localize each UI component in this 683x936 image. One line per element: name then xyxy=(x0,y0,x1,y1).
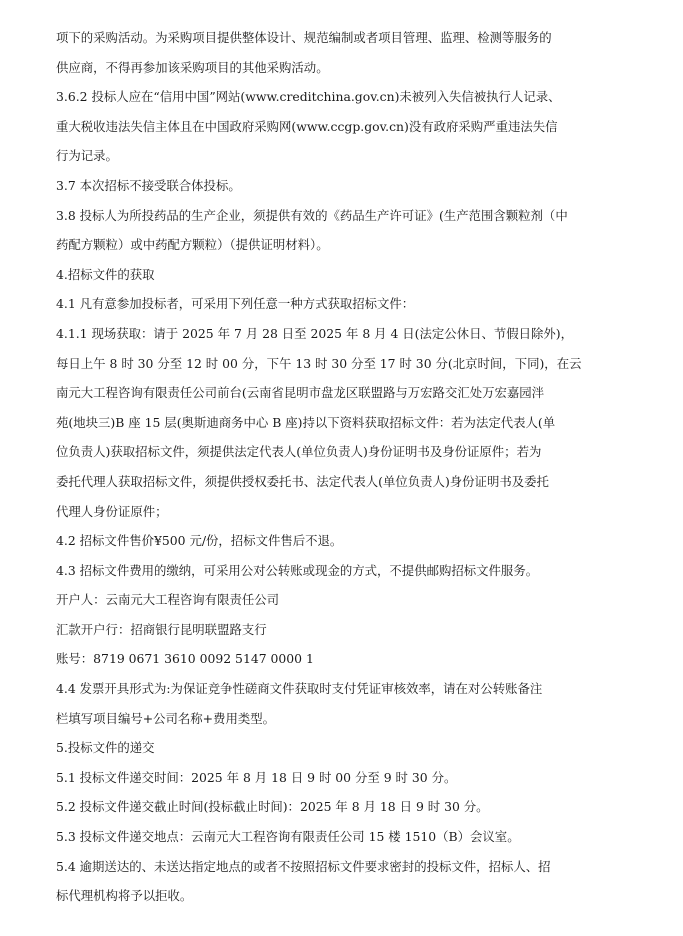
text-line: 行为记录。 xyxy=(56,148,118,164)
text-line: 5.3 投标文件递交地点：云南元大工程咨询有限责任公司 15 楼 1510（B）会议室。 xyxy=(56,829,520,845)
text-line: 3.6.2 投标人应在“信用中国”网站(www.creditchina.gov.cn)未被列入失信被执行人记录、 xyxy=(56,89,561,105)
text-line: 4.4 发票开具形式为:为保证竞争性磋商文件获取时支付凭证审核效率，请在对公转账备注 xyxy=(56,681,543,697)
text-line: 4.2 招标文件售价¥500 元/份，招标文件售后不退。 xyxy=(56,533,343,549)
text-line: 3.7 本次招标不接受联合体投标。 xyxy=(56,177,241,193)
text-line: 委托代理人获取招标文件，须提供授权委托书、法定代表人(单位负责人)身份证明书及委托 xyxy=(56,473,549,489)
text-line: 苑(地块三)B 座 15 层(奥斯迪商务中心 B 座)持以下资料获取招标文件：若为法定代表人(单 xyxy=(56,414,556,430)
text-line: 4.1.1 现场获取：请于 2025 年 7 月 28 日至 2025 年 8 月 4 日(法定公休日、节假日除外)， xyxy=(56,325,574,341)
text-line: 开户人：云南元大工程咨询有限责任公司 xyxy=(56,592,280,608)
text-line: 5.1 投标文件递交时间：2025 年 8 月 18 日 9 时 00 分至 9 时 30 分。 xyxy=(56,769,457,785)
text-line: 药配方颗粒）或中药配方颗粒）（提供证明材料）。 xyxy=(56,237,329,253)
text-line: 重大税收违法失信主体且在中国政府采购网(www.ccgp.gov.cn)没有政府采购严重违法失信 xyxy=(56,118,558,134)
text-line: 南元大工程咨询有限责任公司前台(云南省昆明市盘龙区联盟路与万宏路交汇处万宏嘉园泮 xyxy=(56,385,545,401)
text-line: 每日上午 8 时 30 分至 12 时 00 分，下午 13 时 30 分至 17 时 30 分(北京时间，下同)，在云 xyxy=(56,355,582,371)
section-heading: 4.招标文件的获取 xyxy=(56,266,155,282)
text-line: 项下的采购活动。为采购项目提供整体设计、规范编制或者项目管理、监理、检测等服务的 xyxy=(56,30,552,45)
text-line: 4.3 招标文件费用的缴纳，可采用公对公转账或现金的方式，不提供邮购招标文件服务。 xyxy=(56,562,539,578)
section-heading: 5.投标文件的递交 xyxy=(56,740,155,756)
text-line: 代理人身份证原件； xyxy=(56,503,168,519)
text-line: 标代理机构将予以拒收。 xyxy=(56,888,193,904)
text-line: 4.1 凡有意参加投标者，可采用下列任意一种方式获取招标文件： xyxy=(56,296,415,312)
text-line: 供应商，不得再参加该采购项目的其他采购活动。 xyxy=(56,59,329,75)
text-line: 位负责人)获取招标文件，须提供法定代表人(单位负责人)身份证明书及身份证原件；若为 xyxy=(56,444,542,460)
text-line: 栏填写项目编号+公司名称+费用类型。 xyxy=(56,710,276,726)
text-line: 3.8 投标人为所投药品的生产企业，须提供有效的《药品生产许可证》(生产范围含颗粒剂（中 xyxy=(56,207,568,223)
text-line: 5.4 逾期送达的、未送达指定地点的或者不按照招标文件要求密封的投标文件，招标人、招 xyxy=(56,858,551,874)
text-line: 账号：8719 0671 3610 0092 5147 0000 1 xyxy=(56,651,314,667)
text-line: 汇款开户行：招商银行昆明联盟路支行 xyxy=(56,621,267,637)
text-line: 5.2 投标文件递交截止时间(投标截止时间)：2025 年 8 月 18 日 9 时 30 分。 xyxy=(56,799,489,815)
document-body xyxy=(56,23,651,911)
